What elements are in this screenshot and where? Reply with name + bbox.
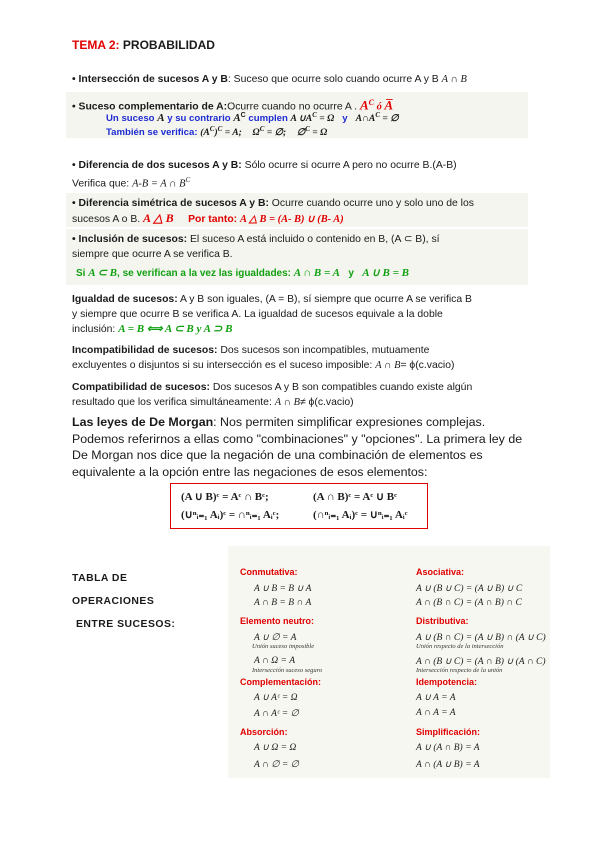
conmutativa-heading: Conmutativa: xyxy=(240,567,298,577)
asociativa-heading: Asociativa: xyxy=(416,567,465,577)
inclusion-paragraph xyxy=(72,232,528,262)
idempotencia-heading: Idempotencia: xyxy=(416,677,478,687)
inclusion-green-math2: A ∩ B = A xyxy=(293,267,340,279)
interseccion-heading: • Intersección de sucesos A y B xyxy=(72,74,228,85)
diferencia-math: A-B = A ∩ B xyxy=(132,178,186,190)
distributiva-heading: Distributiva: xyxy=(416,616,469,626)
c-line3-f3: ∅$^C$ = Ω xyxy=(296,125,328,139)
morgan-line1: : Nos permiten simplificar expresiones complejas. xyxy=(213,415,486,429)
c-line3-a: También se verifica: xyxy=(106,127,201,139)
incompatibilidad-heading: Incompatibilidad de sucesos: xyxy=(72,345,218,356)
diferencia-sup: C xyxy=(185,176,191,184)
tabla-label-1: TABLA DE xyxy=(72,573,128,584)
simplificacion-f2: A ∩ (A ∪ B) = A xyxy=(416,760,480,770)
c-line3-f2: $\Omega^C$ = ∅; xyxy=(252,125,287,139)
compatibilidad-end: ≠ ϕ(c.vacio) xyxy=(299,397,354,408)
c-line2-math1: A xyxy=(157,112,165,125)
incompatibilidad-paragraph xyxy=(72,343,528,373)
tabla-label-3: ENTRE SUCESOS: xyxy=(76,619,176,630)
inclusion-line2: siempre que ocurre A se verifica B. xyxy=(72,249,233,260)
c-line2-b: y su contrario xyxy=(164,113,234,125)
inclusion-green-math1: A ⊂ B xyxy=(88,267,118,279)
idempotencia-f1: A ∪ A = A xyxy=(416,693,456,703)
morgan-heading: Las leyes de De Morgan xyxy=(72,415,214,429)
morgan-f1: (A ∪ B)ᶜ = Aᶜ ∩ Bᶜ; xyxy=(181,491,269,503)
absorcion-f1: A ∪ Ω = Ω xyxy=(254,743,297,753)
igualdad-math: A = B ⟺ A ⊂ B y A ⊃ B xyxy=(118,323,233,335)
complementacion-f2: A ∩ Aᶜ = ∅ xyxy=(254,709,299,719)
incompatibilidad-line2: excluyentes o disjuntos si su intersección es el suceso imposible: xyxy=(72,360,376,371)
compatibilidad-paragraph xyxy=(72,380,528,410)
complementario-math: A xyxy=(359,97,369,113)
simetrica-heading: • Diferencia simétrica de sucesos A y B: xyxy=(72,198,269,209)
distributiva-f2: A ∩ (B ∪ C) = (A ∩ B) ∪ (A ∩ C) xyxy=(416,657,546,667)
complementacion-f1: A ∪ Aᶜ = Ω xyxy=(254,693,298,703)
title-name: PROBABILIDAD xyxy=(119,38,215,52)
compatibilidad-line2: resultado que los verifica simultáneamente: xyxy=(72,397,275,408)
page-title xyxy=(72,38,215,52)
morgan-paragraph xyxy=(72,414,528,480)
simetrica-formula: A △ B = (A- B) ∪ (B- A) xyxy=(240,214,344,225)
c-line3-f1: $(A^C)^C = A$; xyxy=(200,125,242,139)
distributiva-n1: Unión respecto de la intersección xyxy=(416,643,504,650)
morgan-f2: (A ∩ B)ᶜ = Aᶜ ∪ Bᶜ xyxy=(313,491,397,503)
diferencia-line2: Verifica que: xyxy=(72,178,133,190)
asociativa-f1: A ∪ (B ∪ C) = (A ∪ B) ∪ C xyxy=(416,584,523,594)
inclusion-green-a: Si xyxy=(76,268,89,279)
c-line2-math2: A xyxy=(233,112,241,125)
neutro-f1: A ∪ ∅ = A xyxy=(254,633,297,643)
inclusion-green-math3: A ∪ B = B xyxy=(362,267,409,279)
morgan-f3: (∪ⁿᵢ₌₁ Aᵢ)ᶜ = ∩ⁿᵢ₌₁ Aᵢᶜ; xyxy=(181,509,280,521)
diferencia-text: Sólo ocurre si ocurre A pero no ocurre B.(A-B) xyxy=(241,160,457,171)
complementario-line3 xyxy=(106,125,327,138)
morgan-line3: De Morgan nos dice que la negación de una combinación de elementos es xyxy=(72,448,483,462)
simetrica-math: A △ B xyxy=(143,211,174,225)
tabla-label-2: OPERACIONES xyxy=(72,596,155,607)
title-topic: TEMA 2: xyxy=(72,38,120,52)
igualdad-heading: Igualdad de sucesos: xyxy=(72,294,178,305)
c-line2-c: cumplen xyxy=(245,113,291,125)
diferencia-heading: • Diferencia de dos sucesos A y B: xyxy=(72,160,242,171)
interseccion-math: A ∩ B xyxy=(441,74,467,85)
morgan-f4: (∩ⁿᵢ₌₁ Aᵢ)ᶜ = ∪ⁿᵢ₌₁ Aᵢᶜ xyxy=(313,509,408,521)
distributiva-n2: Intersección respecto de la unión xyxy=(416,667,503,674)
morgan-line4: equivalente a la opción entre las negaciones de esos elementos: xyxy=(72,464,428,479)
incompatibilidad-math: A ∩ B xyxy=(375,360,401,371)
neutro-f2: A ∩ Ω = A xyxy=(254,656,296,666)
absorcion-heading: Absorción: xyxy=(240,727,288,737)
incompatibilidad-end: = ϕ(c.vacio) xyxy=(400,360,455,371)
c-line2-f1: A $\cup A^C = \Omega$ xyxy=(290,111,335,125)
morgan-formula-box xyxy=(170,483,428,529)
simetrica-tanto: Por tanto: xyxy=(188,214,241,225)
inclusion-green-line xyxy=(76,266,409,279)
conmutativa-f2: A ∩ B = B ∩ A xyxy=(254,598,312,608)
simplificacion-heading: Simplificación: xyxy=(416,727,481,737)
complementario-sup: C xyxy=(368,98,374,107)
inclusion-text: El suceso A está incluido o contenido en B, (A ⊂ B), sí xyxy=(187,234,440,245)
neutro-n1: Unión suceso imposible xyxy=(252,643,315,650)
complementario-mid: ó xyxy=(373,101,385,113)
complementario-heading: • Suceso complementario de A: xyxy=(72,101,228,113)
distributiva-f1: A ∪ (B ∩ C) = (A ∪ B) ∩ (A ∪ C) xyxy=(416,633,546,643)
c-line2-sup: C xyxy=(240,112,246,119)
igualdad-paragraph xyxy=(72,292,528,337)
diferencia-paragraph xyxy=(72,158,528,191)
interseccion-paragraph xyxy=(72,72,528,87)
inclusion-green-y: y xyxy=(348,268,354,279)
compatibilidad-heading: Compatibilidad de sucesos: xyxy=(72,382,210,393)
simetrica-paragraph xyxy=(72,196,528,227)
igualdad-line2: y siempre que ocurre B se verifica A. La igualdad de sucesos equivale a la doble xyxy=(72,309,443,320)
complementario-text: Ocurre cuando no ocurre A . xyxy=(227,101,360,113)
complementario-math2: A̅ xyxy=(384,97,394,113)
compatibilidad-text: Dos sucesos A y B son compatibles cuando existe algún xyxy=(210,382,473,393)
absorcion-f2: A ∩ ∅ = ∅ xyxy=(254,760,299,770)
simetrica-line2: sucesos A o B. xyxy=(72,214,144,225)
compatibilidad-math: A ∩ B xyxy=(274,397,300,408)
igualdad-text: A y B son iguales, (A = B), sí siempre que ocurre A se verifica B xyxy=(177,294,472,305)
complementario-line2 xyxy=(106,111,399,124)
c-line2-f2: $A\cap A^C$ = ∅ xyxy=(355,111,399,125)
simplificacion-f1: A ∪ (A ∩ B) = A xyxy=(416,743,480,753)
interseccion-text: : Suceso que ocurre solo cuando ocurre A y B xyxy=(227,74,442,85)
c-line2-a: Un suceso xyxy=(106,113,158,125)
igualdad-line3: inclusión: xyxy=(72,324,119,335)
neutro-heading: Elemento neutro: xyxy=(240,616,315,626)
idempotencia-f2: A ∩ A = A xyxy=(416,708,456,718)
incompatibilidad-text: Dos sucesos son incompatibles, mutuamente xyxy=(217,345,430,356)
asociativa-f2: A ∩ (B ∩ C) = (A ∩ B) ∩ C xyxy=(416,598,522,608)
inclusion-green-b: , se verifican a la vez las igualdades: xyxy=(117,268,294,279)
c-line2-y: y xyxy=(342,113,348,125)
complementacion-heading: Complementación: xyxy=(240,677,322,687)
conmutativa-f1: A ∪ B = B ∪ A xyxy=(254,584,312,594)
neutro-n2: Intersección suceso seguro xyxy=(252,667,323,674)
inclusion-heading: • Inclusión de sucesos: xyxy=(72,234,188,245)
simetrica-text: Ocurre cuando ocurre uno y solo uno de los xyxy=(268,198,474,209)
morgan-line2: Podemos referirnos a ellas como "combinaciones" y "opciones". La primera ley de xyxy=(72,431,523,446)
